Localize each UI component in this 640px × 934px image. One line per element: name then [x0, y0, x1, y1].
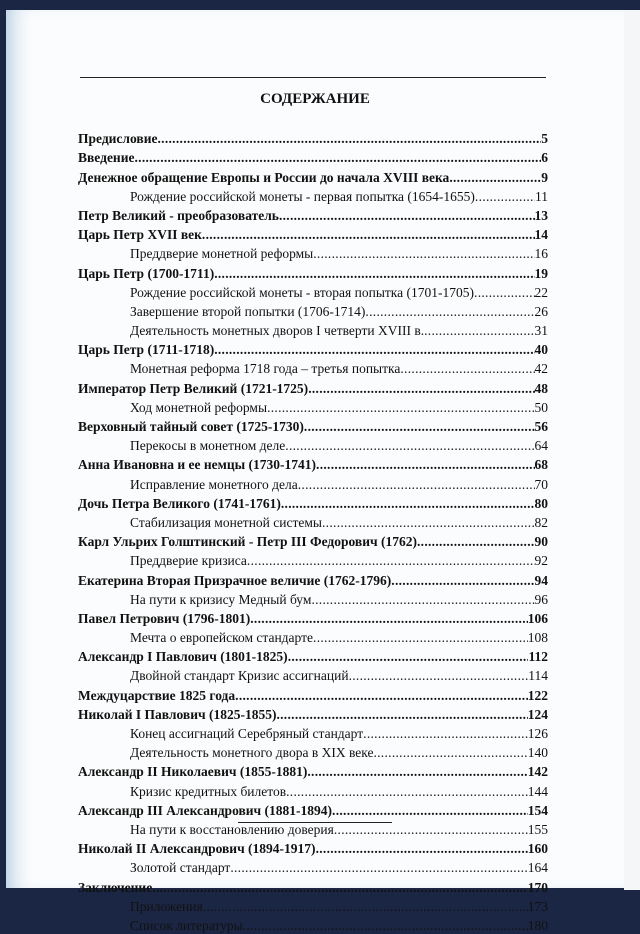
dot-leader [400, 361, 534, 377]
toc-entry-title: Деятельность монетного двора в XIX веке [130, 745, 374, 761]
toc-entry [78, 435, 548, 454]
top-rule [80, 77, 546, 78]
toc-entry-page: 108 [527, 630, 548, 646]
dot-leader [235, 688, 528, 704]
toc-entry [78, 147, 548, 166]
toc-entry-page: 170 [527, 879, 548, 895]
toc-entry-title: Ход монетной реформы [130, 399, 268, 415]
toc-entry [78, 608, 548, 627]
toc-entry-page: 94 [534, 572, 548, 588]
dot-leader [279, 208, 535, 224]
toc-entry-title: Перекосы в монетном деле [130, 438, 286, 454]
dot-leader [322, 515, 535, 531]
toc-entry-page: 11 [535, 188, 548, 204]
dot-leader [134, 150, 541, 166]
toc-entry [78, 358, 548, 377]
toc-entry-title: Анна Ивановна и ее немцы (1730-1741) [78, 457, 317, 473]
dot-leader [475, 189, 535, 205]
dot-leader [230, 860, 527, 876]
toc-entry-page: 42 [534, 361, 548, 377]
toc-entry-page: 6 [541, 150, 548, 166]
toc-entry-page: 106 [527, 610, 548, 626]
toc-entry [78, 493, 548, 512]
toc-entry [78, 838, 548, 857]
toc-entry-page: 173 [527, 898, 548, 914]
toc-entry-title: Завершение второй попытки (1706-1714) [130, 303, 366, 319]
dot-leader [307, 764, 527, 780]
toc-entry [78, 627, 548, 646]
page-title: СОДЕРЖАНИЕ [260, 91, 370, 107]
toc-entry [78, 876, 548, 895]
dot-leader [316, 457, 534, 473]
dot-leader [313, 630, 528, 646]
toc-entry [78, 800, 548, 819]
dot-leader [267, 400, 534, 416]
toc-entry-title: Двойной стандарт Кризис ассигнаций [130, 668, 349, 684]
toc-entry-title: Конец ассигнаций Серебряный стандарт [130, 726, 364, 741]
dot-leader [285, 438, 534, 454]
toc-entry [78, 723, 548, 742]
toc-entry [78, 550, 548, 569]
toc-entry-title: Стабилизация монетной системы [130, 514, 322, 530]
toc-entry-page: 90 [534, 534, 548, 550]
toc-entry [78, 224, 548, 243]
dot-leader [332, 803, 528, 819]
toc-entry [78, 589, 548, 608]
toc-entry-title: Список литературы [130, 917, 243, 933]
toc-entry [78, 742, 548, 761]
toc-entry-page: 48 [534, 380, 548, 396]
dot-leader [373, 745, 527, 761]
toc-entry-title: Павел Петрович (1796-1801) [78, 610, 251, 626]
toc-entry-page: 68 [534, 457, 548, 473]
toc-entry [78, 512, 548, 531]
toc-entry [78, 646, 548, 665]
toc-entry [78, 704, 548, 723]
dot-leader [308, 381, 534, 397]
toc-entry [78, 339, 548, 358]
toc-entry-title: Карл Ульрих Голштинский - Петр III Федорович (1762) [78, 534, 417, 550]
toc-entry [78, 454, 548, 473]
toc-entry-title: Александр III Александрович (1881-1894) [78, 802, 333, 818]
toc-entry-title: Николай II Александрович (1894-1917) [78, 841, 316, 857]
dot-leader [286, 784, 528, 800]
toc-entry-page: 92 [534, 553, 548, 569]
bottom-rule [238, 822, 392, 823]
table-of-contents [78, 128, 548, 934]
toc-entry [78, 684, 548, 703]
toc-entry-page: 142 [527, 764, 548, 780]
toc-entry-page: 50 [534, 399, 548, 415]
dot-leader [363, 726, 528, 742]
dot-leader [281, 496, 535, 512]
toc-entry-page: 26 [534, 303, 548, 319]
toc-entry-page: 82 [534, 514, 548, 530]
dot-leader [349, 668, 529, 684]
dot-leader [214, 266, 534, 282]
toc-entry-title: Император Петр Великий (1721-1725) [78, 380, 309, 396]
dot-leader [243, 918, 528, 934]
toc-entry-page: 5 [541, 131, 548, 147]
dot-leader [157, 131, 541, 147]
toc-entry-title: Монетная реформа 1718 года – третья попытка [130, 361, 401, 377]
dot-leader [391, 573, 534, 589]
dot-leader [449, 170, 541, 186]
toc-entry-title: Царь Петр XVII век [78, 227, 202, 243]
toc-entry-title: Введение [78, 150, 135, 166]
dot-leader [474, 285, 534, 301]
page-edge [624, 10, 640, 890]
dot-leader [288, 649, 529, 665]
dot-leader [247, 553, 535, 569]
toc-entry-page: 56 [534, 419, 548, 434]
toc-entry [78, 473, 548, 492]
toc-entry [78, 186, 548, 205]
toc-entry-title: Александр II Николаевич (1855-1881) [78, 764, 308, 780]
dot-leader [202, 227, 535, 243]
toc-entry-page: 13 [534, 207, 548, 223]
toc-entry-page: 16 [534, 246, 548, 262]
toc-entry-page: 122 [527, 687, 548, 703]
toc-entry-page: 155 [527, 821, 548, 837]
dot-leader [313, 246, 534, 262]
toc-entry-title: На пути к кризису Медный бум [130, 591, 312, 607]
toc-entry-title: Преддверие кризиса [130, 553, 247, 569]
dot-leader [298, 477, 535, 493]
toc-entry-page: 96 [534, 591, 548, 607]
toc-entry-page: 154 [527, 802, 548, 818]
toc-entry [78, 780, 548, 799]
toc-entry-page: 164 [527, 860, 548, 876]
toc-entry-title: Екатерина Вторая Призрачное величие (1762-1796) [78, 572, 392, 588]
toc-entry [78, 569, 548, 588]
toc-entry [78, 915, 548, 934]
toc-entry [78, 166, 548, 185]
toc-entry [78, 416, 548, 435]
toc-entry [78, 857, 548, 876]
toc-entry-title: Междуцарствие 1825 года [78, 687, 236, 703]
toc-entry [78, 761, 548, 780]
toc-entry-page: 140 [527, 745, 548, 761]
toc-entry-title: Царь Петр (1711-1718) [78, 342, 215, 358]
toc-entry-page: 160 [527, 841, 548, 857]
toc-entry-page: 126 [527, 726, 548, 741]
toc-entry-page: 144 [527, 783, 548, 799]
toc-entry [78, 128, 548, 147]
toc-entry-page: 64 [534, 438, 548, 454]
toc-entry-page: 14 [534, 227, 548, 243]
toc-entry-title: Рождение российской монеты - вторая попытка (1701-1705) [130, 284, 475, 300]
toc-entry [78, 205, 548, 224]
dot-leader [250, 611, 528, 627]
toc-entry-title: Александр I Павлович (1801-1825) [78, 649, 288, 665]
toc-entry-page: 124 [527, 706, 548, 722]
dot-leader [203, 899, 528, 915]
toc-entry-page: 40 [534, 342, 548, 358]
toc-entry-title: Денежное обращение Европы и России до начала XVIII века [78, 169, 450, 185]
dot-leader [152, 880, 528, 896]
toc-entry-title: Золотой стандарт [130, 860, 231, 876]
toc-entry [78, 377, 548, 396]
toc-entry-title: Николай I Павлович (1825-1855) [78, 706, 277, 722]
toc-entry [78, 243, 548, 262]
toc-entry [78, 397, 548, 416]
toc-entry-page: 80 [534, 495, 548, 511]
toc-entry [78, 665, 548, 684]
toc-entry [78, 262, 548, 281]
toc-entry-page: 114 [528, 668, 548, 684]
dot-leader [334, 822, 528, 838]
toc-entry-title: Мечта о европейском стандарте [130, 630, 314, 646]
toc-entry-title: Кризис кредитных билетов [130, 783, 287, 799]
dot-leader [424, 323, 534, 339]
dot-leader [304, 419, 535, 435]
toc-entry-title: Заключение [78, 879, 153, 895]
toc-entry-page: 70 [534, 476, 548, 492]
toc-entry-title: Рождение российской монеты - первая попытка (1654-1655) [130, 188, 475, 204]
toc-entry-title: Предисловие [78, 131, 158, 147]
document-page [6, 10, 624, 933]
toc-entry-title: Исправление монетного дела [130, 476, 298, 492]
toc-entry-title: Приложения [130, 898, 203, 914]
toc-entry-title: Царь Петр (1700-1711) [78, 265, 215, 281]
dot-leader [311, 592, 534, 608]
toc-entry-title: Преддверие монетной реформы [130, 246, 314, 262]
toc-entry [78, 896, 548, 915]
toc-entry-page: 9 [541, 169, 548, 185]
toc-entry-page: 22 [534, 284, 548, 300]
dot-leader [276, 707, 527, 723]
toc-entry-title: Петр Великий - преобразователь [78, 207, 279, 223]
toc-entry-title: На пути к восстановлению доверия [130, 821, 334, 837]
toc-entry-title: Деятельность монетных дворов I четверти XVIII в. [130, 323, 425, 339]
toc-entry-page: 180 [527, 917, 548, 933]
toc-entry-page: 31 [534, 323, 548, 339]
dot-leader [417, 534, 535, 550]
dot-leader [316, 841, 528, 857]
dot-leader [214, 342, 534, 358]
toc-entry [78, 301, 548, 320]
toc-entry-title: Верховный тайный совет (1725-1730) [78, 419, 304, 434]
dot-leader [365, 304, 534, 320]
toc-entry-page: 19 [534, 265, 548, 281]
toc-entry-title: Дочь Петра Великого (1741-1761) [78, 495, 281, 511]
toc-entry [78, 282, 548, 301]
toc-entry [78, 531, 548, 550]
toc-entry [78, 320, 548, 339]
toc-entry-page: 112 [528, 649, 548, 665]
